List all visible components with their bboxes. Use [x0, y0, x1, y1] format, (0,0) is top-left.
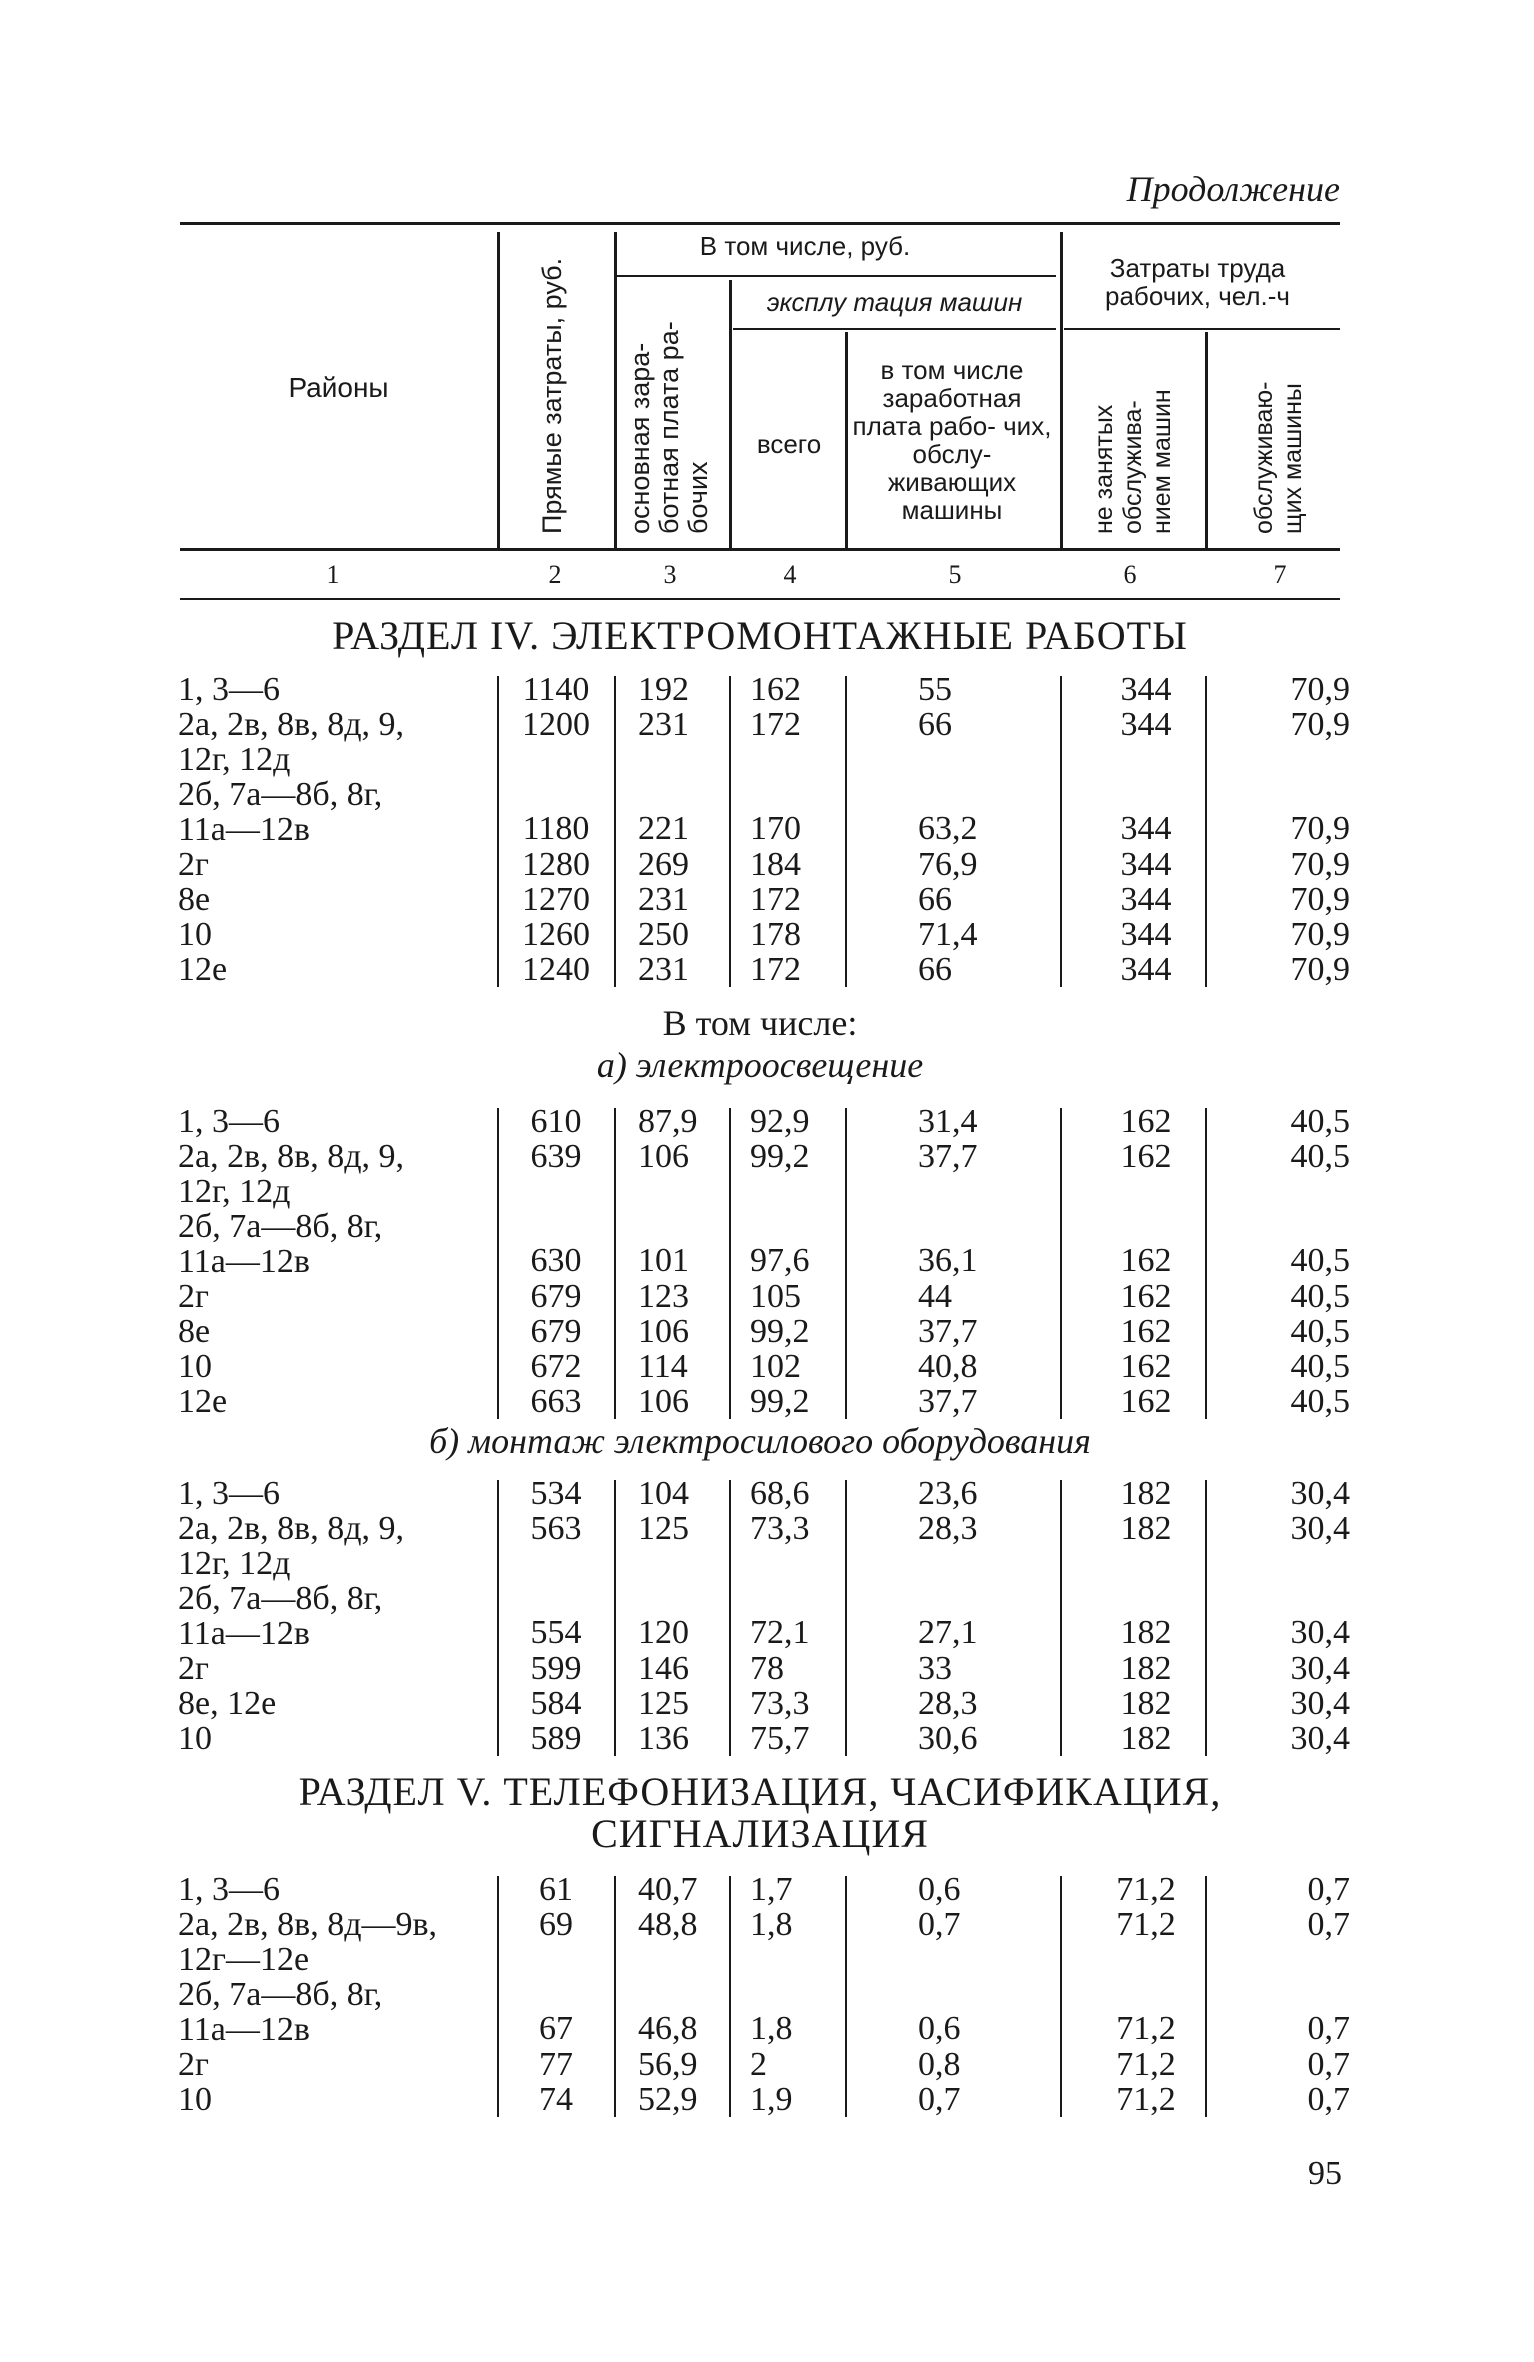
- region-cell: 2г: [178, 846, 209, 883]
- value-cell: 40,5: [1290, 1138, 1350, 1175]
- value-cell: 71,2: [1116, 2081, 1176, 2118]
- region-cell: 10: [178, 1720, 212, 1757]
- value-cell: 40,7: [638, 1871, 698, 1908]
- value-cell: 554: [530, 1614, 582, 1651]
- table-row: [178, 1720, 1350, 1757]
- region-cell: 2б, 7а—8б, 8г,: [178, 776, 383, 813]
- value-cell: 679: [530, 1313, 582, 1350]
- body-vline: [1205, 1480, 1207, 1756]
- body-vline: [1060, 1108, 1062, 1419]
- body-vline: [614, 1480, 616, 1756]
- value-cell: 44: [918, 1278, 952, 1315]
- body-vline: [614, 1876, 616, 2117]
- value-cell: 66: [918, 881, 952, 918]
- value-cell: 344: [1120, 810, 1172, 847]
- region-cell: 10: [178, 916, 212, 953]
- value-cell: 663: [530, 1383, 582, 1420]
- table-row-continuation: [178, 2012, 1338, 2048]
- value-cell: 30,4: [1290, 1685, 1350, 1722]
- header-vline-2: [614, 232, 617, 548]
- value-cell: 0,6: [918, 1871, 961, 1908]
- region-cell: 1, 3—6: [178, 1103, 280, 1140]
- value-cell: 68,6: [750, 1475, 810, 1512]
- value-cell: 27,1: [918, 1614, 978, 1651]
- table-row: [178, 2081, 1350, 2118]
- header-vline-6: [1205, 332, 1208, 548]
- value-cell: 0,7: [1307, 1906, 1350, 1943]
- region-cell: 12г—12е: [178, 1941, 310, 1978]
- value-cell: 37,7: [918, 1138, 978, 1175]
- value-cell: 672: [530, 1348, 582, 1385]
- colnum-1: 1: [326, 560, 340, 589]
- table-row-continuation: [178, 1244, 1338, 1280]
- colnum-7: 7: [1273, 560, 1287, 589]
- value-cell: 2: [750, 2046, 767, 2083]
- value-cell: 0,7: [918, 1906, 961, 1943]
- header-col3: основная зара- ботная плата ра- бочих: [625, 321, 713, 534]
- value-cell: 70,9: [1290, 846, 1350, 883]
- value-cell: 104: [638, 1475, 689, 1512]
- region-cell: 2г: [178, 1650, 209, 1687]
- value-cell: 162: [1120, 1383, 1172, 1420]
- value-cell: 67: [539, 2010, 573, 2047]
- value-cell: 1,8: [750, 1906, 793, 1943]
- value-cell: 231: [638, 951, 689, 988]
- value-cell: 70,9: [1290, 810, 1350, 847]
- value-cell: 162: [1120, 1278, 1172, 1315]
- table-row: [178, 1383, 1350, 1420]
- table-row-continuation: [178, 812, 1338, 848]
- body-vline: [729, 1480, 731, 1756]
- value-cell: 162: [1120, 1313, 1172, 1350]
- value-cell: 534: [530, 1475, 582, 1512]
- header-col6: не занятых обслужива- нием машин: [1090, 389, 1176, 534]
- value-cell: 71,2: [1116, 1871, 1176, 1908]
- body-vline: [497, 1876, 499, 2117]
- header-vline-3: [729, 280, 732, 548]
- value-cell: 123: [638, 1278, 689, 1315]
- table-row-continuation: [178, 1942, 1338, 1978]
- region-cell: 8е: [178, 1313, 211, 1350]
- region-cell: 2а, 2в, 8в, 8д, 9,: [178, 706, 404, 743]
- value-cell: 70,9: [1290, 951, 1350, 988]
- value-cell: 37,7: [918, 1383, 978, 1420]
- value-cell: 170: [750, 810, 801, 847]
- value-cell: 192: [638, 671, 689, 708]
- region-cell: 1, 3—6: [178, 1871, 280, 1908]
- section-iv-title: РАЗДЕЛ IV. ЭЛЕКТРОМОНТАЖНЫЕ РАБОТЫ: [332, 613, 1188, 658]
- body-vline: [1060, 1480, 1062, 1756]
- region-cell: 12г, 12д: [178, 1173, 291, 1210]
- value-cell: 52,9: [638, 2081, 698, 2118]
- value-cell: 23,6: [918, 1475, 978, 1512]
- table-row: [178, 1348, 1350, 1385]
- value-cell: 0,7: [1307, 2081, 1350, 2118]
- header-group-exploit: эксплу тация машин: [766, 287, 1023, 317]
- table-row: [178, 1650, 1350, 1687]
- value-cell: 73,3: [750, 1685, 810, 1722]
- header-col4: всего: [756, 429, 822, 459]
- value-cell: 344: [1120, 951, 1172, 988]
- body-vline: [1205, 1876, 1207, 2117]
- value-cell: 70,9: [1290, 671, 1350, 708]
- value-cell: 0,7: [918, 2081, 961, 2118]
- table-row-continuation: [178, 1546, 1338, 1582]
- value-cell: 40,5: [1290, 1383, 1350, 1420]
- value-cell: 71,2: [1116, 2046, 1176, 2083]
- region-cell: 10: [178, 1348, 212, 1385]
- table-row: [178, 671, 1350, 708]
- value-cell: 344: [1120, 671, 1172, 708]
- value-cell: 31,4: [918, 1103, 978, 1140]
- table-row: [178, 1906, 1350, 1943]
- table-row: [178, 2046, 1350, 2083]
- value-cell: 172: [750, 706, 801, 743]
- value-cell: 36,1: [918, 1242, 978, 1279]
- value-cell: 182: [1120, 1510, 1172, 1547]
- value-cell: 40,5: [1290, 1348, 1350, 1385]
- body-vline: [845, 676, 847, 987]
- body-vline: [614, 676, 616, 987]
- value-cell: 0,7: [1307, 1871, 1350, 1908]
- value-cell: 0,7: [1307, 2010, 1350, 2047]
- value-cell: 1,7: [750, 1871, 793, 1908]
- value-cell: 679: [530, 1278, 582, 1315]
- value-cell: 344: [1120, 916, 1172, 953]
- value-cell: 30,4: [1290, 1720, 1350, 1757]
- table-row-continuation: [178, 1174, 1338, 1210]
- table-row: [178, 1313, 1350, 1350]
- value-cell: 28,3: [918, 1685, 978, 1722]
- value-cell: 71,2: [1116, 2010, 1176, 2047]
- value-cell: 56,9: [638, 2046, 698, 2083]
- page-number: 95: [1308, 2155, 1342, 2192]
- table-row: [178, 706, 1350, 743]
- header-bottom-rule: [180, 548, 1340, 551]
- header-top-rule: [180, 222, 1340, 225]
- value-cell: 63,2: [918, 810, 978, 847]
- continuation-label: Продолжение: [1126, 169, 1340, 209]
- body-vline: [497, 676, 499, 987]
- value-cell: 563: [530, 1510, 582, 1547]
- value-cell: 48,8: [638, 1906, 698, 1943]
- header-col7: обслуживаю- щих машины: [1250, 381, 1307, 534]
- value-cell: 184: [750, 846, 801, 883]
- value-cell: 37,7: [918, 1313, 978, 1350]
- value-cell: 231: [638, 881, 689, 918]
- value-cell: 106: [638, 1383, 689, 1420]
- value-cell: 99,2: [750, 1138, 810, 1175]
- table-row: [178, 881, 1350, 918]
- value-cell: 1270: [522, 881, 590, 918]
- value-cell: 99,2: [750, 1383, 810, 1420]
- value-cell: 1,8: [750, 2010, 793, 2047]
- region-cell: 2б, 7а—8б, 8г,: [178, 1580, 383, 1617]
- value-cell: 106: [638, 1313, 689, 1350]
- value-cell: 28,3: [918, 1510, 978, 1547]
- value-cell: 71,2: [1116, 1906, 1176, 1943]
- value-cell: 125: [638, 1510, 689, 1547]
- body-vline: [729, 1108, 731, 1419]
- colnum-4: 4: [783, 560, 797, 589]
- value-cell: 125: [638, 1685, 689, 1722]
- body-vline: [497, 1108, 499, 1419]
- value-cell: 75,7: [750, 1720, 810, 1757]
- value-cell: 73,3: [750, 1510, 810, 1547]
- value-cell: 78: [750, 1650, 784, 1687]
- region-cell: 12г, 12д: [178, 1545, 291, 1582]
- value-cell: 146: [638, 1650, 689, 1687]
- value-cell: 72,1: [750, 1614, 810, 1651]
- value-cell: 30,4: [1290, 1510, 1350, 1547]
- table-row: [178, 1510, 1350, 1547]
- value-cell: 74: [539, 2081, 573, 2118]
- value-cell: 1180: [522, 810, 590, 847]
- body-vline: [729, 676, 731, 987]
- table-row: [178, 1685, 1350, 1722]
- region-cell: 8е: [178, 881, 211, 918]
- value-cell: 71,4: [918, 916, 978, 953]
- value-cell: 46,8: [638, 2010, 698, 2047]
- value-cell: 0,8: [918, 2046, 961, 2083]
- header-vline-4: [845, 332, 848, 548]
- header-col1: Районы: [288, 372, 389, 403]
- value-cell: 101: [638, 1242, 689, 1279]
- region-cell: 2б, 7а—8б, 8г,: [178, 1976, 383, 2013]
- body-vline: [1060, 1876, 1062, 2117]
- region-cell: 12г, 12д: [178, 741, 291, 778]
- region-cell: 2г: [178, 1278, 209, 1315]
- table-row: [178, 846, 1350, 883]
- value-cell: 66: [918, 951, 952, 988]
- header-col5: в том числе заработная плата рабо- чих, обслу- живающих машины: [852, 355, 1052, 525]
- table-row: [178, 951, 1350, 988]
- value-cell: 69: [539, 1906, 573, 1943]
- value-cell: 70,9: [1290, 916, 1350, 953]
- section-v-title: РАЗДЕЛ V. ТЕЛЕФОНИЗАЦИЯ, ЧАСИФИКАЦИЯ,: [298, 1769, 1222, 1814]
- body-vline: [1205, 676, 1207, 987]
- region-cell: 2а, 2в, 8в, 8д, 9,: [178, 1510, 404, 1547]
- value-cell: 40,5: [1290, 1103, 1350, 1140]
- value-cell: 92,9: [750, 1103, 810, 1140]
- value-cell: 639: [530, 1138, 582, 1175]
- value-cell: 250: [638, 916, 689, 953]
- value-cell: 30,4: [1290, 1650, 1350, 1687]
- value-cell: 120: [638, 1614, 689, 1651]
- table-row: [178, 1871, 1350, 1908]
- body-vline: [497, 1480, 499, 1756]
- value-cell: 40,5: [1290, 1278, 1350, 1315]
- value-cell: 66: [918, 706, 952, 743]
- value-cell: 106: [638, 1138, 689, 1175]
- region-cell: 11а—12в: [178, 2011, 310, 2048]
- body-vline: [729, 1876, 731, 2117]
- value-cell: 0,6: [918, 2010, 961, 2047]
- region-cell: 10: [178, 2081, 212, 2118]
- region-cell: 1, 3—6: [178, 1475, 280, 1512]
- region-cell: 11а—12в: [178, 1615, 310, 1652]
- colnum-6: 6: [1123, 560, 1137, 589]
- group-exploit-rule: [733, 328, 1056, 330]
- value-cell: 162: [1120, 1138, 1172, 1175]
- header-group-incl: В том числе, руб.: [699, 231, 911, 261]
- region-cell: 11а—12в: [178, 811, 310, 848]
- colnum-3: 3: [663, 560, 677, 589]
- value-cell: 584: [530, 1685, 582, 1722]
- value-cell: 1280: [522, 846, 590, 883]
- value-cell: 40,5: [1290, 1242, 1350, 1279]
- value-cell: 33: [918, 1650, 952, 1687]
- header-vline-1: [497, 232, 500, 548]
- value-cell: 114: [638, 1348, 688, 1385]
- value-cell: 162: [750, 671, 801, 708]
- value-cell: 99,2: [750, 1313, 810, 1350]
- value-cell: 76,9: [918, 846, 978, 883]
- value-cell: 40,8: [918, 1348, 978, 1385]
- value-cell: 105: [750, 1278, 801, 1315]
- value-cell: 221: [638, 810, 689, 847]
- value-cell: 178: [750, 916, 801, 953]
- body-vline: [1060, 676, 1062, 987]
- value-cell: 231: [638, 706, 689, 743]
- value-cell: 87,9: [638, 1103, 698, 1140]
- table-row: [178, 1103, 1350, 1140]
- value-cell: 30,4: [1290, 1614, 1350, 1651]
- header-group-labor: Затраты труда рабочих, чел.-ч: [1105, 253, 1290, 311]
- region-cell: 12е: [178, 1383, 228, 1420]
- value-cell: 102: [750, 1348, 801, 1385]
- value-cell: 610: [530, 1103, 582, 1140]
- region-cell: 8е, 12е: [178, 1685, 277, 1722]
- table-row: [178, 1475, 1350, 1512]
- value-cell: 182: [1120, 1685, 1172, 1722]
- region-cell: 2б, 7а—8б, 8г,: [178, 1208, 383, 1245]
- value-cell: 30,4: [1290, 1475, 1350, 1512]
- value-cell: 344: [1120, 706, 1172, 743]
- value-cell: 0,7: [1307, 2046, 1350, 2083]
- table-row: [178, 916, 1350, 953]
- value-cell: 162: [1120, 1242, 1172, 1279]
- region-cell: 2а, 2в, 8в, 8д, 9,: [178, 1138, 404, 1175]
- colnum-5: 5: [948, 560, 962, 589]
- value-cell: 77: [539, 2046, 573, 2083]
- value-cell: 630: [530, 1242, 582, 1279]
- body-vline: [1205, 1108, 1207, 1419]
- body-vline: [845, 1876, 847, 2117]
- value-cell: 1200: [522, 706, 590, 743]
- region-cell: 2г: [178, 2046, 209, 2083]
- value-cell: 269: [638, 846, 689, 883]
- region-cell: 2а, 2в, 8в, 8д—9в,: [178, 1906, 438, 1943]
- value-cell: 172: [750, 951, 801, 988]
- value-cell: 70,9: [1290, 881, 1350, 918]
- value-cell: 30,6: [918, 1720, 978, 1757]
- value-cell: 1,9: [750, 2081, 793, 2118]
- body-vline: [845, 1480, 847, 1756]
- region-cell: 12е: [178, 951, 228, 988]
- region-cell: 11а—12в: [178, 1243, 310, 1280]
- value-cell: 182: [1120, 1720, 1172, 1757]
- value-cell: 344: [1120, 846, 1172, 883]
- numbers-bottom-rule: [180, 598, 1340, 600]
- table-row: [178, 1138, 1350, 1175]
- value-cell: 1140: [522, 671, 590, 708]
- value-cell: 136: [638, 1720, 689, 1757]
- value-cell: 182: [1120, 1475, 1172, 1512]
- value-cell: 40,5: [1290, 1313, 1350, 1350]
- colnum-2: 2: [548, 560, 562, 589]
- value-cell: 589: [530, 1720, 582, 1757]
- value-cell: 61: [539, 1871, 573, 1908]
- value-cell: 344: [1120, 881, 1172, 918]
- value-cell: 182: [1120, 1614, 1172, 1651]
- region-cell: 1, 3—6: [178, 671, 280, 708]
- section-including-title: В том числе:: [662, 1003, 858, 1043]
- subsection-a-title: а) электроосвещение: [596, 1045, 924, 1085]
- header-vline-5: [1060, 232, 1063, 548]
- group-labor-rule: [1064, 328, 1340, 330]
- table-row: [178, 1278, 1350, 1315]
- table-row-continuation: [178, 1616, 1338, 1652]
- body-vline: [845, 1108, 847, 1419]
- header-col2: Прямые затраты, руб.: [537, 257, 567, 534]
- value-cell: 599: [530, 1650, 582, 1687]
- value-cell: 182: [1120, 1650, 1172, 1687]
- body-vline: [614, 1108, 616, 1419]
- value-cell: 1260: [522, 916, 590, 953]
- value-cell: 172: [750, 881, 801, 918]
- value-cell: 55: [918, 671, 952, 708]
- section-v-title-line2: СИГНАЛИЗАЦИЯ: [591, 1811, 929, 1856]
- value-cell: 162: [1120, 1103, 1172, 1140]
- value-cell: 1240: [522, 951, 590, 988]
- table-row-continuation: [178, 742, 1338, 778]
- subsection-b-title: б) монтаж электросилового оборудования: [429, 1421, 1091, 1461]
- value-cell: 70,9: [1290, 706, 1350, 743]
- value-cell: 162: [1120, 1348, 1172, 1385]
- value-cell: 97,6: [750, 1242, 810, 1279]
